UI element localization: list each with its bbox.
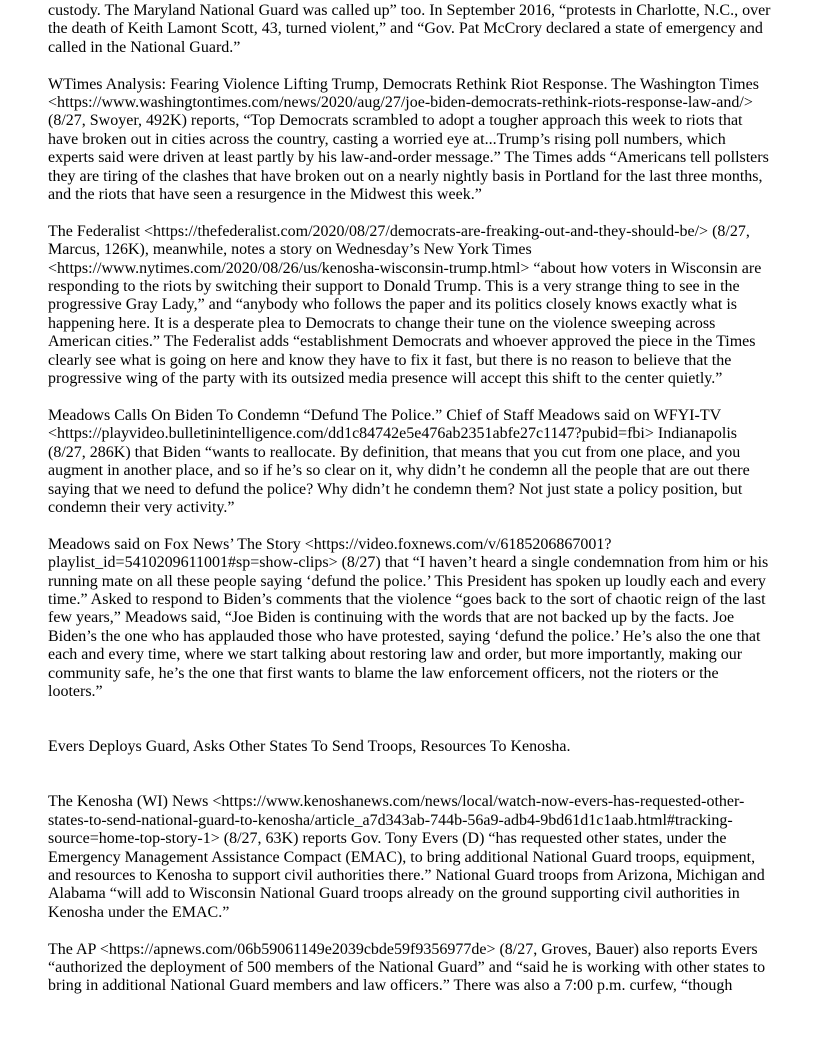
text-line: progressive Gray Lady,” and “anybody who follows the paper and its politics closely knows exactly what is bbox=[48, 296, 738, 314]
text-line: community safe, he’s the one that first wants to blame the law enforcement officers, not the rioters or the bbox=[48, 664, 719, 682]
text-line: they are tiring of the clashes that have broken out on a nearly nightly basis in Portland for the last three months, bbox=[48, 167, 763, 185]
text-line: clearly see what is going on here and know they have to fix it fast, but there is no reason to believe that the bbox=[48, 351, 732, 369]
text-line: <https://playvideo.bulletinintelligence.com/dd1c84742e5e476ab2351abfe27c1147?pubid=fbi> Indianapolis bbox=[48, 425, 737, 443]
text-line: <https://www.washingtontimes.com/news/2020/aug/27/joe-biden-democrats-rethink-riots-response-law-and/> bbox=[48, 94, 753, 112]
text-line: time.” Asked to respond to Biden’s comments that the violence “goes back to the sort of chaotic reign of the last bbox=[48, 590, 766, 608]
text-line: Emergency Management Assistance Compact (EMAC), to bring additional National Guard troops, equipment, bbox=[48, 848, 756, 866]
text-line: American cities.” The Federalist adds “establishment Democrats and whoever approved the piece in the Times bbox=[48, 333, 756, 351]
paragraph-kenosha-guard-history bbox=[48, 2, 788, 57]
paragraph-wtimes-analysis bbox=[48, 76, 788, 205]
text-line: (8/27, 286K) that Biden “wants to reallocate. By definition, that means that you cut from one place, and you bbox=[48, 443, 741, 461]
text-line: “authorized the deployment of 500 members of the National Guard” and “said he is working with other states to bbox=[48, 959, 766, 977]
text-line: (8/27, Swoyer, 492K) reports, “Top Democrats scrambled to adopt a tougher approach this week to riots that bbox=[48, 112, 743, 130]
text-line: each and every time, where we start talking about restoring law and order, but more importantly, making our bbox=[48, 646, 743, 664]
text-line: Evers Deploys Guard, Asks Other States To Send Troops, Resources To Kenosha. bbox=[48, 738, 571, 756]
text-line: custody. The Maryland National Guard was called up” too. In September 2016, “protests in Charlotte, N.C., over bbox=[48, 2, 771, 19]
text-line: and the riots that have seen a resurgence in the Midwest this week.” bbox=[48, 186, 482, 204]
text-line: source=home-top-story-1> (8/27, 63K) reports Gov. Tony Evers (D) “has requested other states, under the bbox=[48, 830, 727, 848]
text-line: the death of Keith Lamont Scott, 43, turned violent,” and “Gov. Pat McCrory declared a state of emergency and bbox=[48, 20, 763, 38]
text-line: running mate on all these people saying ‘defund the police.’ This President has spoken up loudly each and every bbox=[48, 572, 766, 590]
text-line: saying that we need to defund the police? Why didn’t he condemn them? Not just state a policy position, but bbox=[48, 480, 743, 498]
text-line: Meadows said on Fox News’ The Story <https://video.foxnews.com/v/6185206867001? bbox=[48, 535, 612, 553]
text-line: progressive wing of the party with its outsized media presence will accept this shift to the center quietly.” bbox=[48, 370, 723, 388]
text-line: The Kenosha (WI) News <https://www.kenoshanews.com/news/local/watch-now-evers-has-requested-other- bbox=[48, 793, 745, 811]
text-line: Alabama “will add to Wisconsin National Guard troops already on the ground supporting civil authorities in bbox=[48, 885, 740, 903]
text-line: responding to the riots by switching their support to Donald Trump. This is a very strange thing to see in the bbox=[48, 278, 740, 296]
text-line: augment in another place, and so if he’s so clear on it, why didn’t he condemn all the people that are out there bbox=[48, 462, 750, 480]
text-line: few years,” Meadows said, “Joe Biden is continuing with the words that are not backed up by the facts. Joe bbox=[48, 609, 735, 627]
text-line: called in the National Guard.” bbox=[48, 38, 241, 56]
text-line: playlist_id=5410209611001#sp=show-clips> (8/27) that “I haven’t heard a single condemnation from him or his bbox=[48, 554, 769, 572]
paragraph-kenosha-news bbox=[48, 793, 788, 922]
text-line: happening here. It is a desperate plea to Democrats to change their tune on the violence sweeping across bbox=[48, 314, 716, 332]
text-line: states-to-send-national-guard-to-kenosha/article_a7d343ab-744b-56a9-adb4-9bd61d1c1aab.html#tracking- bbox=[48, 811, 733, 829]
paragraph-meadows-wfyi bbox=[48, 407, 788, 517]
text-line: have broken out in cities across the country, casting a worried eye at...Trump’s rising poll numbers, which bbox=[48, 130, 726, 148]
paragraph-ap bbox=[48, 941, 788, 996]
text-line: <https://www.nytimes.com/2020/08/26/us/kenosha-wisconsin-trump.html> “about how voters in Wisconsin are bbox=[48, 259, 762, 277]
text-line: Kenosha under the EMAC.” bbox=[48, 903, 230, 921]
text-line: experts said were driven at least partly by his law-and-order message.” The Times adds “Americans tell pollsters bbox=[48, 149, 769, 167]
text-line: The AP <https://apnews.com/06b59061149e2039cbde59f9356977de> (8/27, Groves, Bauer) also reports Evers bbox=[48, 940, 758, 958]
paragraph-federalist bbox=[48, 223, 788, 389]
text-line: Biden’s the one who has applauded those who have protested, saying ‘defund the police.’ He’s also the one that bbox=[48, 627, 761, 645]
text-line: The Federalist <https://thefederalist.com/2020/08/27/democrats-are-freaking-out-and-they-should-be/> (8/27, bbox=[48, 222, 750, 240]
text-line: Marcus, 126K), meanwhile, notes a story on Wednesday’s New York Times bbox=[48, 241, 532, 259]
text-line: WTimes Analysis: Fearing Violence Lifting Trump, Democrats Rethink Riot Response. The Washington Times bbox=[48, 75, 759, 93]
paragraph-meadows-fox bbox=[48, 536, 788, 702]
text-line: condemn their very activity.” bbox=[48, 498, 235, 516]
text-line: looters.” bbox=[48, 682, 103, 700]
text-line: bring in additional National Guard members and law officers.” There was also a 7:00 p.m. curfew, “though bbox=[48, 977, 733, 995]
document-page bbox=[48, 2, 788, 1014]
paragraph-evers-heading bbox=[48, 738, 788, 756]
text-line: and resources to Kenosha to support civil authorities there.” National Guard troops from Arizona, Michigan and bbox=[48, 867, 765, 884]
text-line: Meadows Calls On Biden To Condemn “Defund The Police.” Chief of Staff Meadows said on WFYI-TV bbox=[48, 406, 722, 424]
